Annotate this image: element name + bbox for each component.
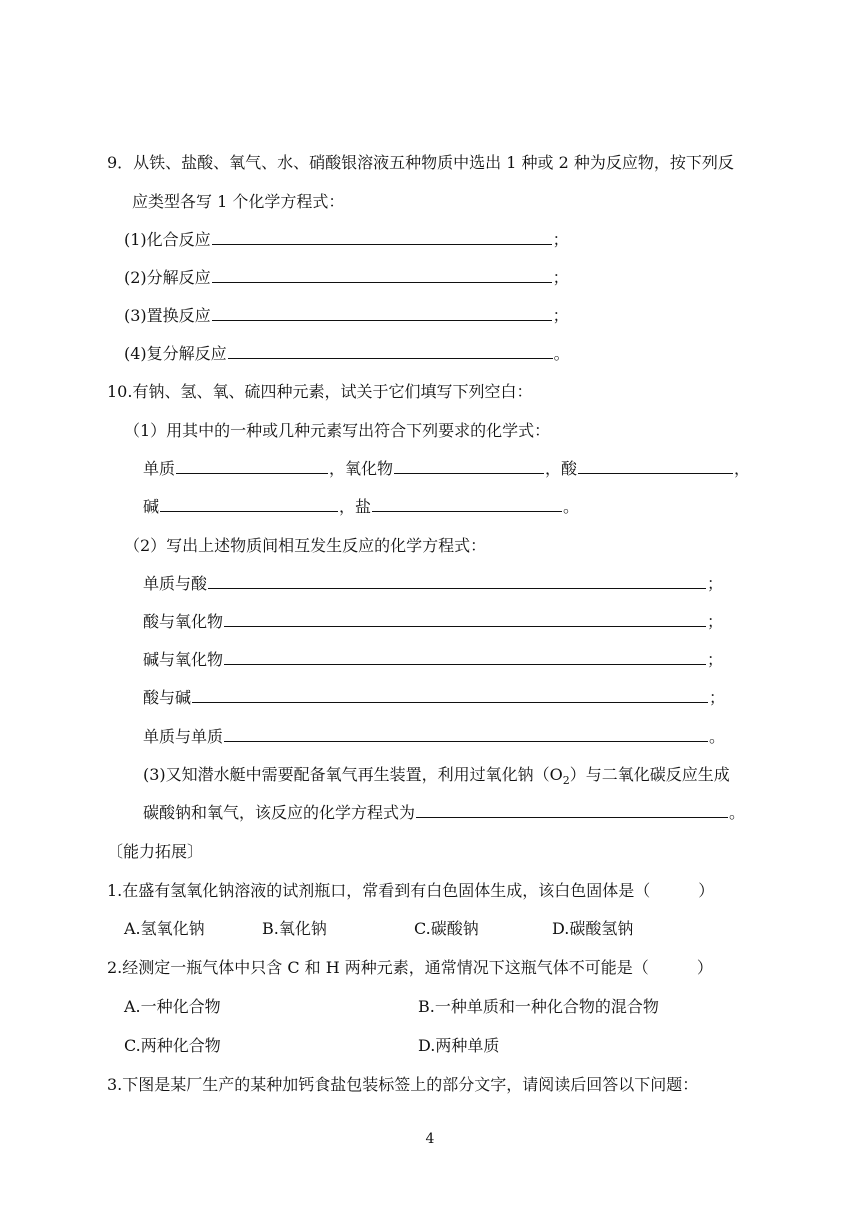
q10-part2-item-1-blank[interactable]	[208, 573, 706, 589]
q10-part3-after: ）与二氧化碳反应生成	[569, 765, 730, 784]
ability-q2-stem	[107, 957, 713, 979]
q9-item-4-end: 。	[553, 344, 570, 363]
ability-q3-stem-text: 3.下图是某厂生产的某种加钙食盐包装标签上的部分文字，请阅读后回答以下问题：	[107, 1075, 699, 1094]
q10-part2-item-4-end: ；	[709, 688, 726, 707]
row2-end: 。	[563, 497, 580, 516]
q10-part2-item-2-blank[interactable]	[224, 611, 706, 627]
q10-part2-item-3-end: ；	[707, 650, 724, 669]
q10-part2-title-text: （2）写出上述物质间相互发生反应的化学方程式：	[124, 536, 487, 555]
q9-stem-line2: 应类型各写 1 个化学方程式：	[132, 192, 345, 211]
q10-part3-line1	[143, 764, 730, 786]
q10-part1-title-text: （1）用其中的一种或几种元素写出符合下列要求的化学式：	[124, 421, 551, 440]
q10-part1-row1	[143, 458, 750, 480]
ability-q1-option-d[interactable]: D.碳酸氢钠	[552, 919, 634, 938]
q9-item-3-label: (3)置换反应	[124, 306, 211, 325]
ability-q1-option-c[interactable]: C.碳酸钠	[414, 919, 479, 938]
ability-q1-option-b[interactable]: B.氧化钠	[262, 919, 327, 938]
q10-part3-line2	[143, 802, 745, 824]
ability-q1-stem	[107, 880, 714, 902]
q10-part2-title	[124, 535, 486, 557]
q9-item-4-label: (4)复分解反应	[124, 344, 227, 363]
blank-suan[interactable]	[578, 458, 733, 474]
blank-yan[interactable]	[372, 496, 562, 512]
q9-stem-cont	[132, 191, 344, 213]
q10-part3-before: (3)又知潜水艇中需要配备氧气再生装置，利用过氧化钠（	[143, 765, 550, 784]
q10-part2-item-3	[143, 649, 723, 671]
q10-part3-blank[interactable]	[416, 802, 728, 818]
q9-item-4	[124, 343, 570, 365]
section-heading-text: 〔能力拓展〕	[107, 842, 204, 861]
q9-item-3	[124, 305, 569, 327]
blank-jian[interactable]	[160, 496, 338, 512]
ability-q2-option-d[interactable]: D.两种单质	[418, 1036, 500, 1055]
label-yanghuawu: ，氧化物	[329, 459, 394, 478]
q9-item-3-blank[interactable]	[212, 305, 552, 321]
ability-q1-option-a[interactable]: A.氢氧化钠	[124, 919, 205, 938]
q9-item-1-label: (1)化合反应	[124, 230, 211, 249]
ability-q2-stem-text: 2.经测定一瓶气体中只含 C 和 H 两种元素，通常情况下这瓶气体不可能是（	[107, 958, 649, 977]
ability-q2-option-c[interactable]: C.两种化合物	[124, 1036, 221, 1055]
q10-part2-item-4-blank[interactable]	[192, 687, 708, 703]
ability-q3-stem	[107, 1074, 698, 1096]
q9-item-1-end: ；	[552, 230, 569, 249]
formula-sub: 2	[562, 774, 570, 788]
q10-part2-item-3-blank[interactable]	[224, 649, 706, 665]
formula-o: O	[549, 765, 563, 784]
q10-part3-line2-text: 碳酸钠和氧气，该反应的化学方程式为	[143, 803, 416, 822]
q10-part2-item-5-label: 单质与单质	[143, 727, 224, 746]
q9-item-2	[124, 267, 569, 289]
q10-part2-item-4-label: 酸与碱	[143, 688, 192, 707]
q9-item-2-label: (2)分解反应	[124, 268, 211, 287]
ability-q2-option-a[interactable]: A.一种化合物	[124, 997, 221, 1016]
blank-yanghuawu[interactable]	[394, 458, 544, 474]
label-yan: ，盐	[339, 497, 372, 516]
q9-stem-line1: 9．从铁、盐酸、氧气、水、硝酸银溶液五种物质中选出 1 种或 2 种为反应物，按下列反	[107, 153, 734, 172]
q9-item-4-blank[interactable]	[228, 343, 553, 359]
q9-item-2-blank[interactable]	[212, 267, 552, 283]
q10-part2-item-5-blank[interactable]	[224, 726, 708, 742]
section-heading	[107, 841, 203, 863]
q9-item-1	[124, 229, 569, 251]
label-suan: ，酸	[545, 459, 578, 478]
q10-part1-row2	[143, 496, 579, 518]
q9-item-3-end: ；	[552, 306, 569, 325]
ability-q2-close: ）	[696, 958, 713, 977]
q10-part1-title	[124, 420, 550, 442]
row1-end: ，	[734, 459, 751, 478]
ability-q2-option-b[interactable]: B.一种单质和一种化合物的混合物	[418, 997, 659, 1016]
q10-part2-item-1	[143, 573, 723, 595]
q10-part2-item-5-end: 。	[709, 727, 726, 746]
blank-danzhi[interactable]	[176, 458, 328, 474]
q9-item-1-blank[interactable]	[212, 229, 552, 245]
q10-part2-item-5	[143, 726, 725, 748]
q10-part2-item-2-end: ；	[707, 612, 724, 631]
q10-stem-text: 10.有钠、氢、氧、硫四种元素，试关于它们填写下列空白：	[107, 382, 533, 401]
label-jian: 碱	[143, 497, 160, 516]
label-danzhi: 单质	[143, 459, 176, 478]
q10-part3-end: 。	[729, 803, 746, 822]
q10-stem	[107, 381, 532, 403]
q10-part2-item-3-label: 碱与氧化物	[143, 650, 224, 669]
ability-q1-close: ）	[698, 881, 715, 900]
q10-part2-item-2-label: 酸与氧化物	[143, 612, 224, 631]
page-number: 4	[425, 1131, 435, 1147]
ability-q1-stem-text: 1.在盛有氢氧化钠溶液的试剂瓶口，常看到有白色固体生成，该白色固体是（	[107, 881, 651, 900]
q10-part2-item-2	[143, 611, 723, 633]
q10-part2-item-1-end: ；	[707, 574, 724, 593]
q10-part2-item-4	[143, 687, 725, 709]
q9-stem	[107, 152, 734, 174]
q9-item-2-end: ；	[552, 268, 569, 287]
q10-part2-item-1-label: 单质与酸	[143, 574, 208, 593]
